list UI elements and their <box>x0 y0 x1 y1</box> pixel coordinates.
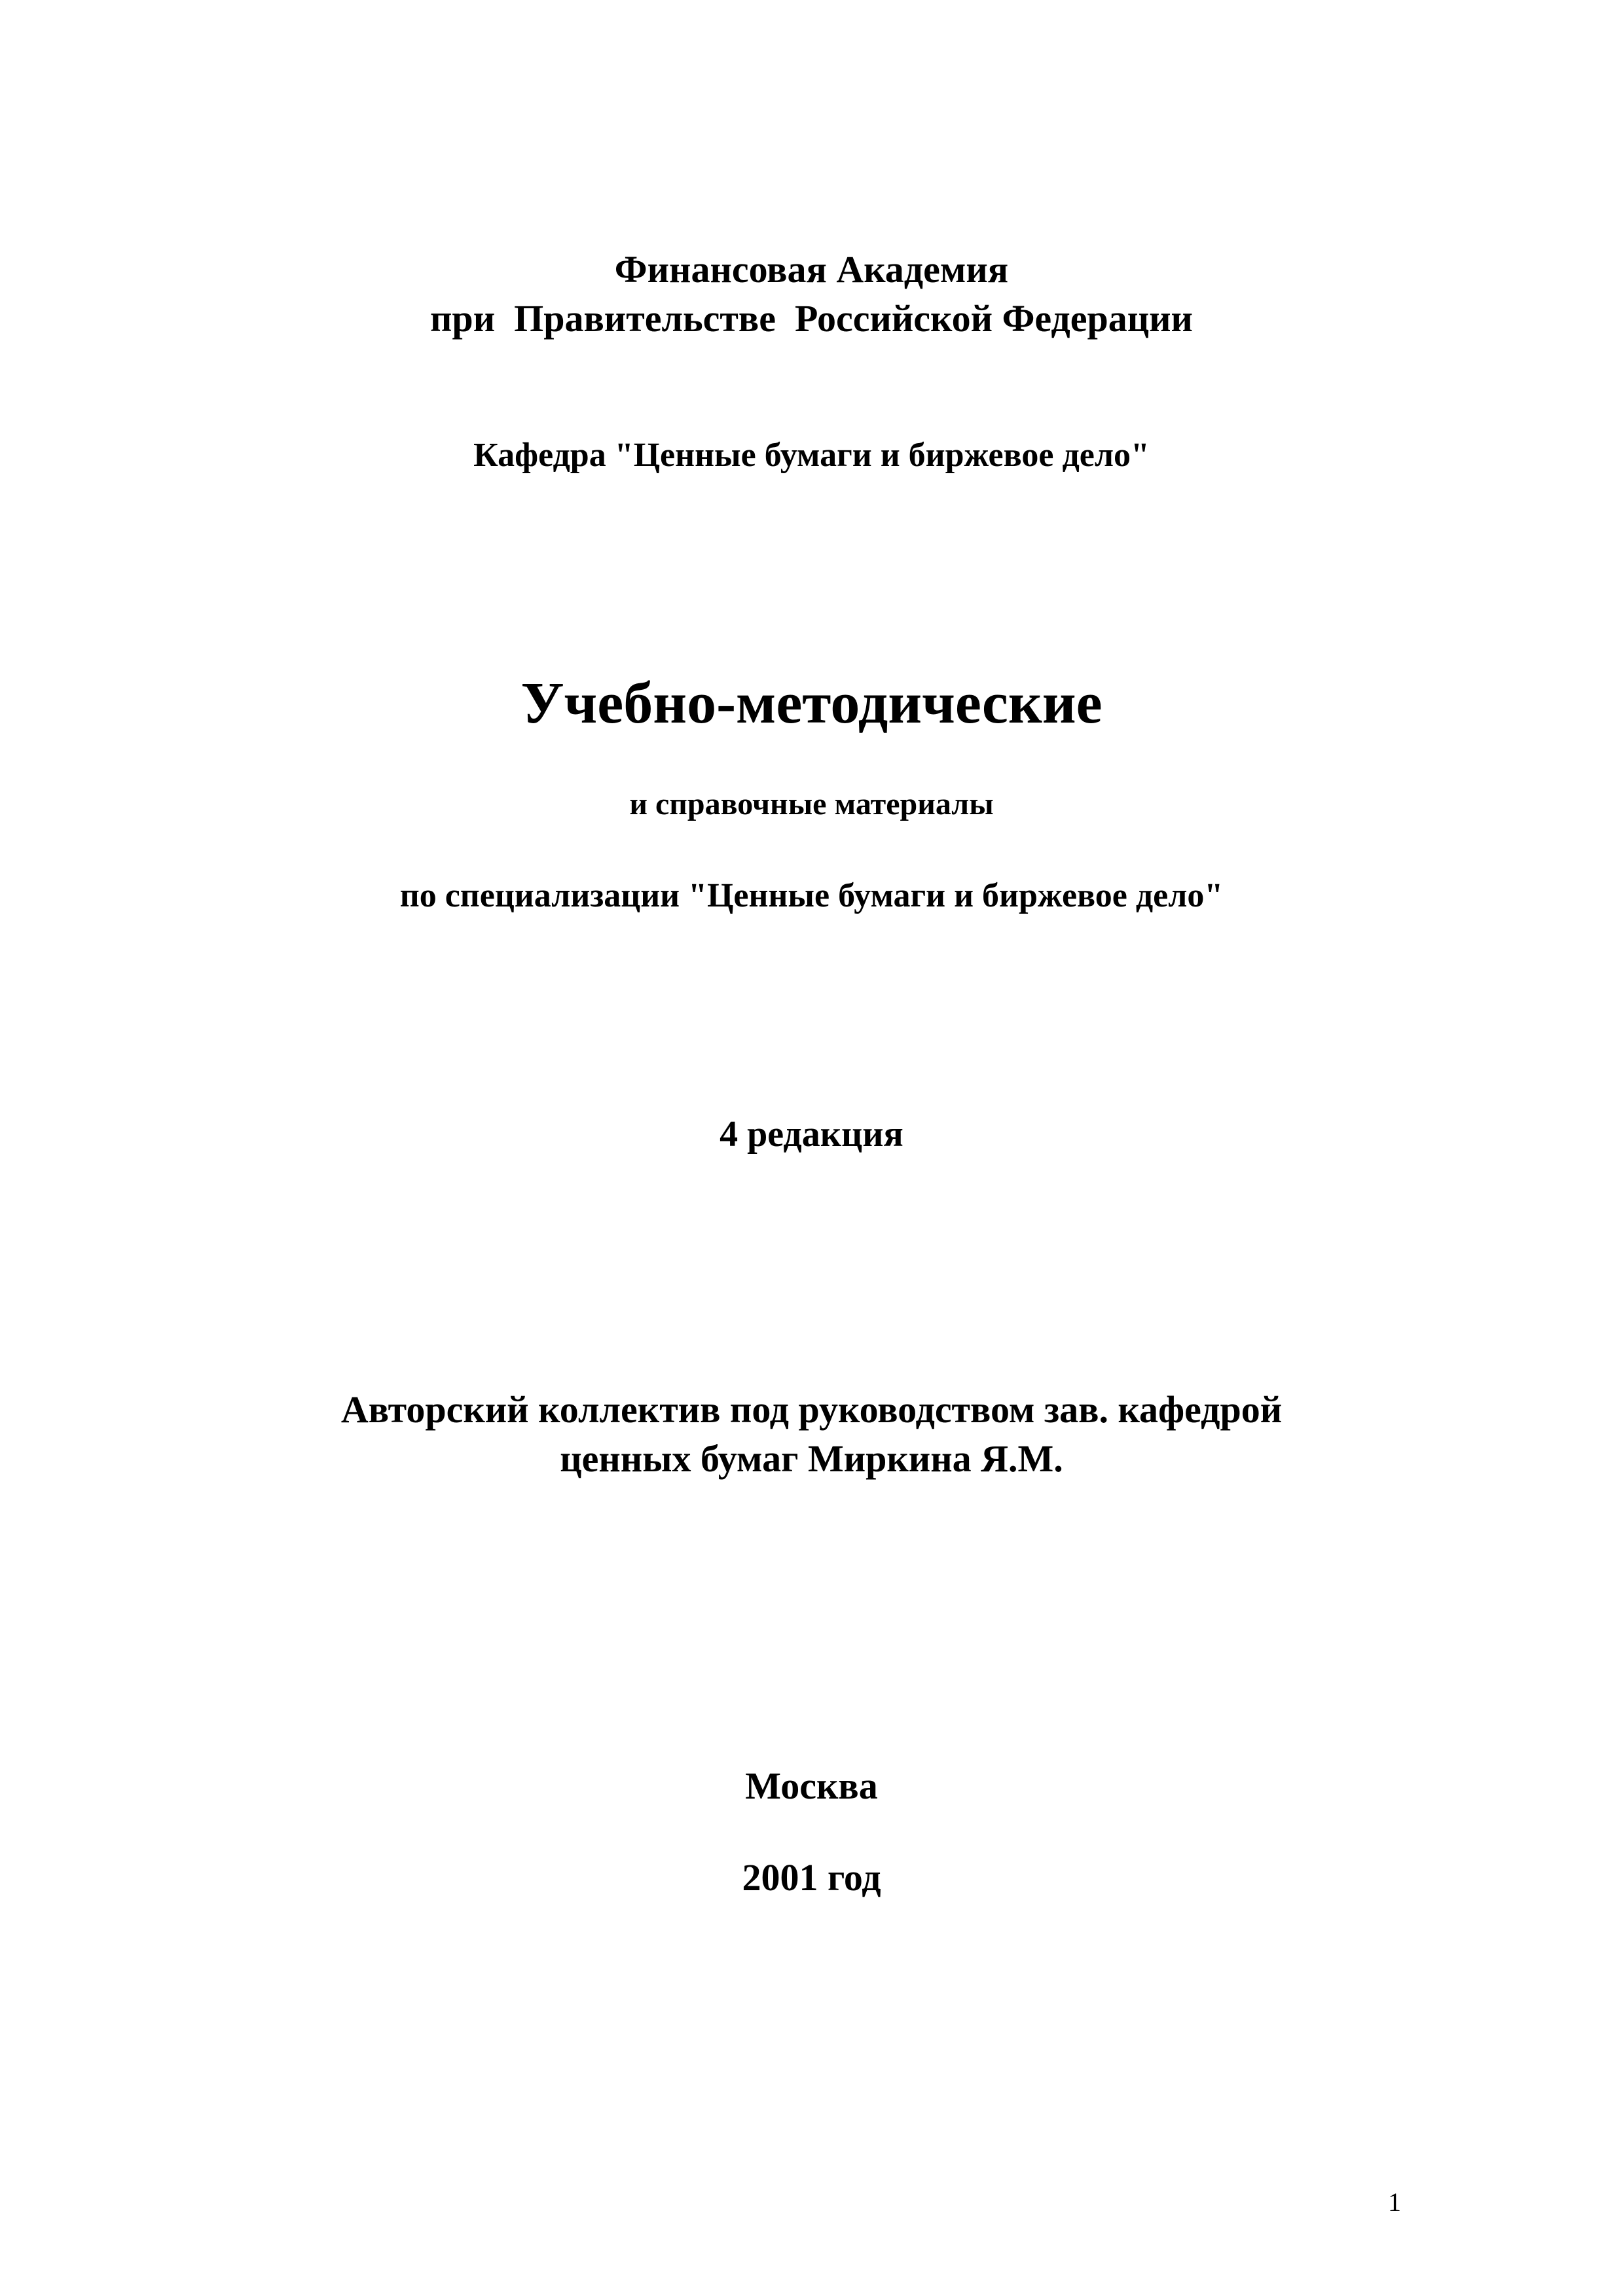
publication-year: 2001 год <box>742 1856 881 1899</box>
edition-label: 4 редакция <box>720 1114 903 1155</box>
publication-city: Москва <box>745 1765 878 1807</box>
document-subtitle: и справочные материалы <box>629 787 994 821</box>
authors-line: Авторский коллектив под руководством зав. кафедрой <box>340 1388 1283 1431</box>
document-specialization: по специализации "Ценные бумаги и биржевое дело" <box>399 877 1224 914</box>
page-number: 1 <box>1388 2187 1401 2217</box>
institution-affiliation: при Правительстве Российской Федерации <box>430 297 1193 340</box>
department-name: Кафедра "Ценные бумаги и биржевое дело" <box>473 437 1150 474</box>
document-title: Учебно-методические <box>520 671 1103 736</box>
authors-line: ценных бумаг Миркина Я.М. <box>560 1437 1063 1480</box>
institution-name: Финансовая Академия <box>614 248 1009 291</box>
